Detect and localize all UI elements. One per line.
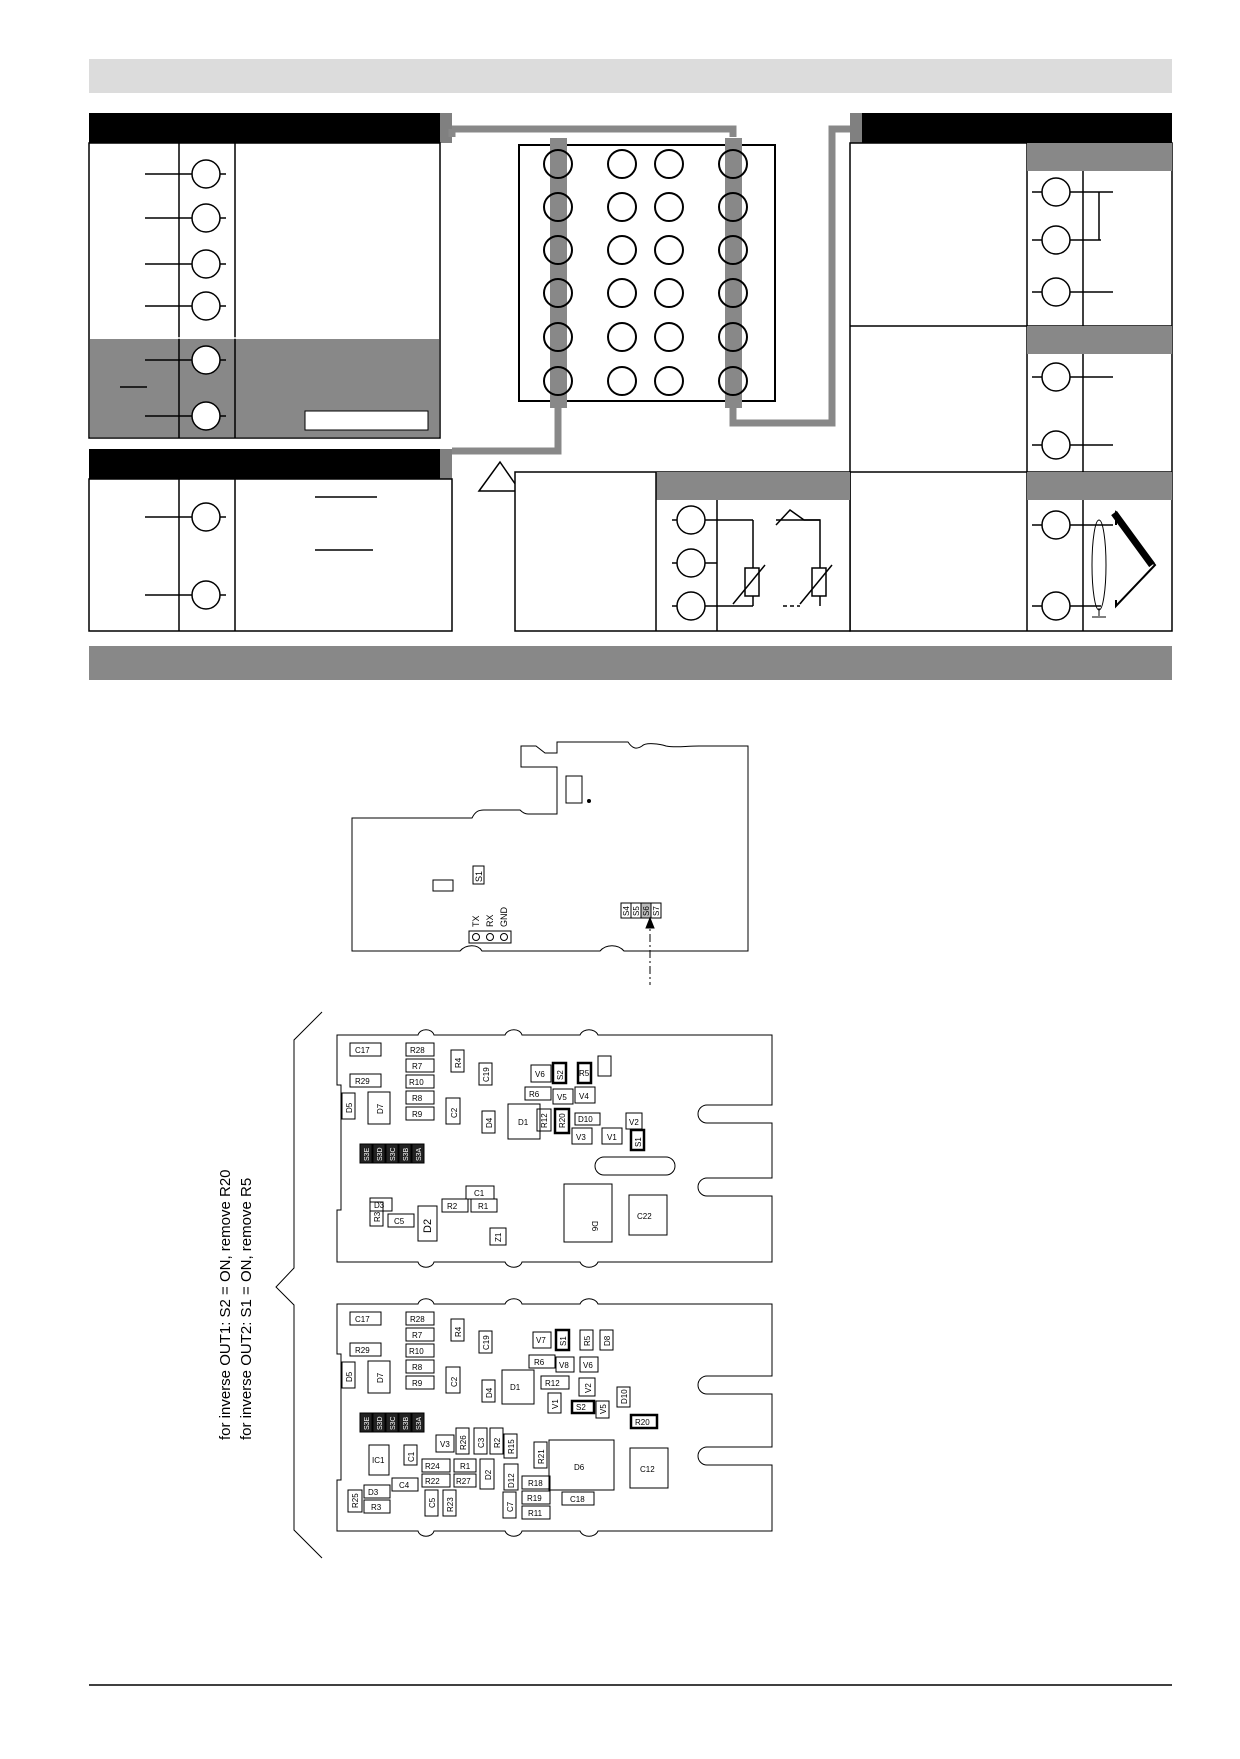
part-label: R20 [635,1418,650,1427]
part-label: R8 [412,1094,423,1103]
pcb-top-label-s5: S5 [632,906,641,916]
part-label: D7 [376,1372,385,1383]
part-label: D6 [574,1463,585,1472]
part-label: D6 [590,1221,599,1232]
part-label: R6 [534,1358,545,1367]
part-label: R28 [410,1315,425,1324]
part-label: R21 [537,1449,546,1464]
part-label: D8 [603,1335,612,1346]
part-label: D2 [484,1469,493,1480]
part-label: C19 [482,1067,491,1082]
part-label: R11 [528,1509,543,1518]
header-bar [89,59,1172,93]
part-label: R4 [454,1057,463,1068]
part-label: R1 [460,1462,471,1471]
part-label: R9 [412,1379,423,1388]
warning-triangle-icon [479,462,520,491]
part-label: C17 [355,1315,370,1324]
part-label: R15 [507,1439,516,1454]
part-label: R12 [545,1379,560,1388]
part-label: V7 [536,1336,546,1345]
part-label: V8 [559,1361,569,1370]
pcb-top-label-rx: RX [485,914,495,927]
part-label: D7 [376,1103,385,1114]
part-label: R5 [583,1335,592,1346]
part-label: C18 [570,1495,585,1504]
part-label: R6 [529,1090,540,1099]
jumper-label: S3D [377,1416,384,1430]
part-label: D1 [518,1118,529,1127]
section-bar [89,646,1172,680]
part-label: D4 [485,1387,494,1398]
part-label: V3 [576,1133,586,1142]
jumper-label: S3E [364,1147,371,1161]
part-label: C5 [394,1217,405,1226]
jumper-label: S3A [416,1147,423,1161]
part-label: D3 [374,1201,385,1210]
part-label: C2 [450,1376,459,1387]
part-label: D10 [620,1389,629,1404]
part-label: C19 [482,1335,491,1350]
pcb-top-label-gnd: GND [499,907,509,927]
part-label: R23 [446,1497,455,1512]
part-label: R1 [478,1202,489,1211]
part-label: Z1 [494,1232,503,1242]
part-label: R25 [351,1493,360,1508]
jumper-label: S3C [390,1416,397,1430]
part-label: R2 [493,1437,502,1448]
pcb-top-labels [471,871,661,927]
part-label: R22 [425,1477,440,1486]
pcb-top-label-s6: S6 [642,906,651,916]
pcb-top [352,742,748,985]
part-label: R26 [459,1435,468,1450]
part-label: C1 [407,1451,416,1462]
pcb-top-label-s1: S1 [474,870,484,882]
note-inverse-out1: for inverse OUT1: S2 = ON, remove R20 [217,1169,234,1440]
part-label: C17 [355,1046,370,1055]
pcb-top-label-s7: S7 [652,906,661,916]
part-label: V2 [584,1383,593,1393]
part-label: R8 [412,1363,423,1372]
jumper-label: S3E [364,1416,371,1430]
part-label: D5 [345,1102,354,1113]
part-label: D1 [510,1383,521,1392]
part-label: D10 [578,1115,593,1124]
part-label: R3 [371,1503,382,1512]
part-label: V1 [551,1399,560,1409]
part-label: R18 [528,1479,543,1488]
terminal-block-left-lower [89,449,452,631]
part-label: R2 [447,1202,458,1211]
part-label: S1 [634,1137,643,1147]
part-label: C5 [428,1497,437,1508]
connector-grid [519,138,775,408]
part-label: C1 [474,1189,485,1198]
part-label: V5 [557,1093,567,1102]
part-label: R5 [579,1069,590,1078]
part-label: R29 [355,1346,370,1355]
terminal-block-left-upper [89,113,452,438]
part-label: R27 [456,1477,471,1486]
part-label: IC1 [372,1456,385,1465]
part-label: R28 [410,1046,425,1055]
part-label: S1 [559,1336,568,1346]
jumper-label: S3D [377,1147,384,1161]
pcb-top-label-tx: TX [471,915,481,927]
part-label: R3 [373,1211,382,1222]
part-label: S2 [576,1403,586,1412]
part-label: R9 [412,1110,423,1119]
part-label: R10 [409,1078,424,1087]
bracket [276,1012,322,1558]
jumper-label: S3B [403,1416,410,1430]
part-label: D4 [485,1117,494,1128]
part-label: S2 [556,1070,565,1080]
part-label: V6 [535,1070,545,1079]
part-label: V2 [629,1118,639,1127]
part-label: D2 [422,1218,434,1233]
part-label: R29 [355,1077,370,1086]
note-inverse-out2: for inverse OUT2: S1 = ON, remove R5 [238,1177,255,1440]
part-label: V3 [440,1440,450,1449]
pcb-top-label-s4: S4 [622,906,631,916]
part-label: C7 [506,1501,515,1512]
part-label: V5 [599,1404,608,1414]
part-label: C22 [637,1212,652,1221]
part-label: C3 [477,1437,486,1448]
jumper-label: S3C [390,1147,397,1161]
part-label: D12 [507,1473,516,1488]
part-label: R4 [454,1326,463,1337]
part-label: V6 [583,1361,593,1370]
part-label: C12 [640,1465,655,1474]
part-label: C4 [399,1481,410,1490]
part-label: C2 [450,1107,459,1118]
terminal-block-right [850,113,1172,631]
part-label: R7 [412,1062,423,1071]
part-label: R19 [527,1494,542,1503]
part-label: R7 [412,1331,423,1340]
part-label: R10 [409,1347,424,1356]
jumper-label: S3B [403,1147,410,1161]
part-label: V1 [607,1133,617,1142]
jumper-label: S3A [416,1416,423,1430]
part-label: D5 [345,1371,354,1382]
part-label: R12 [540,1113,549,1128]
part-label: V4 [579,1092,589,1101]
part-label: R20 [558,1113,567,1128]
part-label: R24 [425,1462,440,1471]
part-label: D3 [368,1488,379,1497]
